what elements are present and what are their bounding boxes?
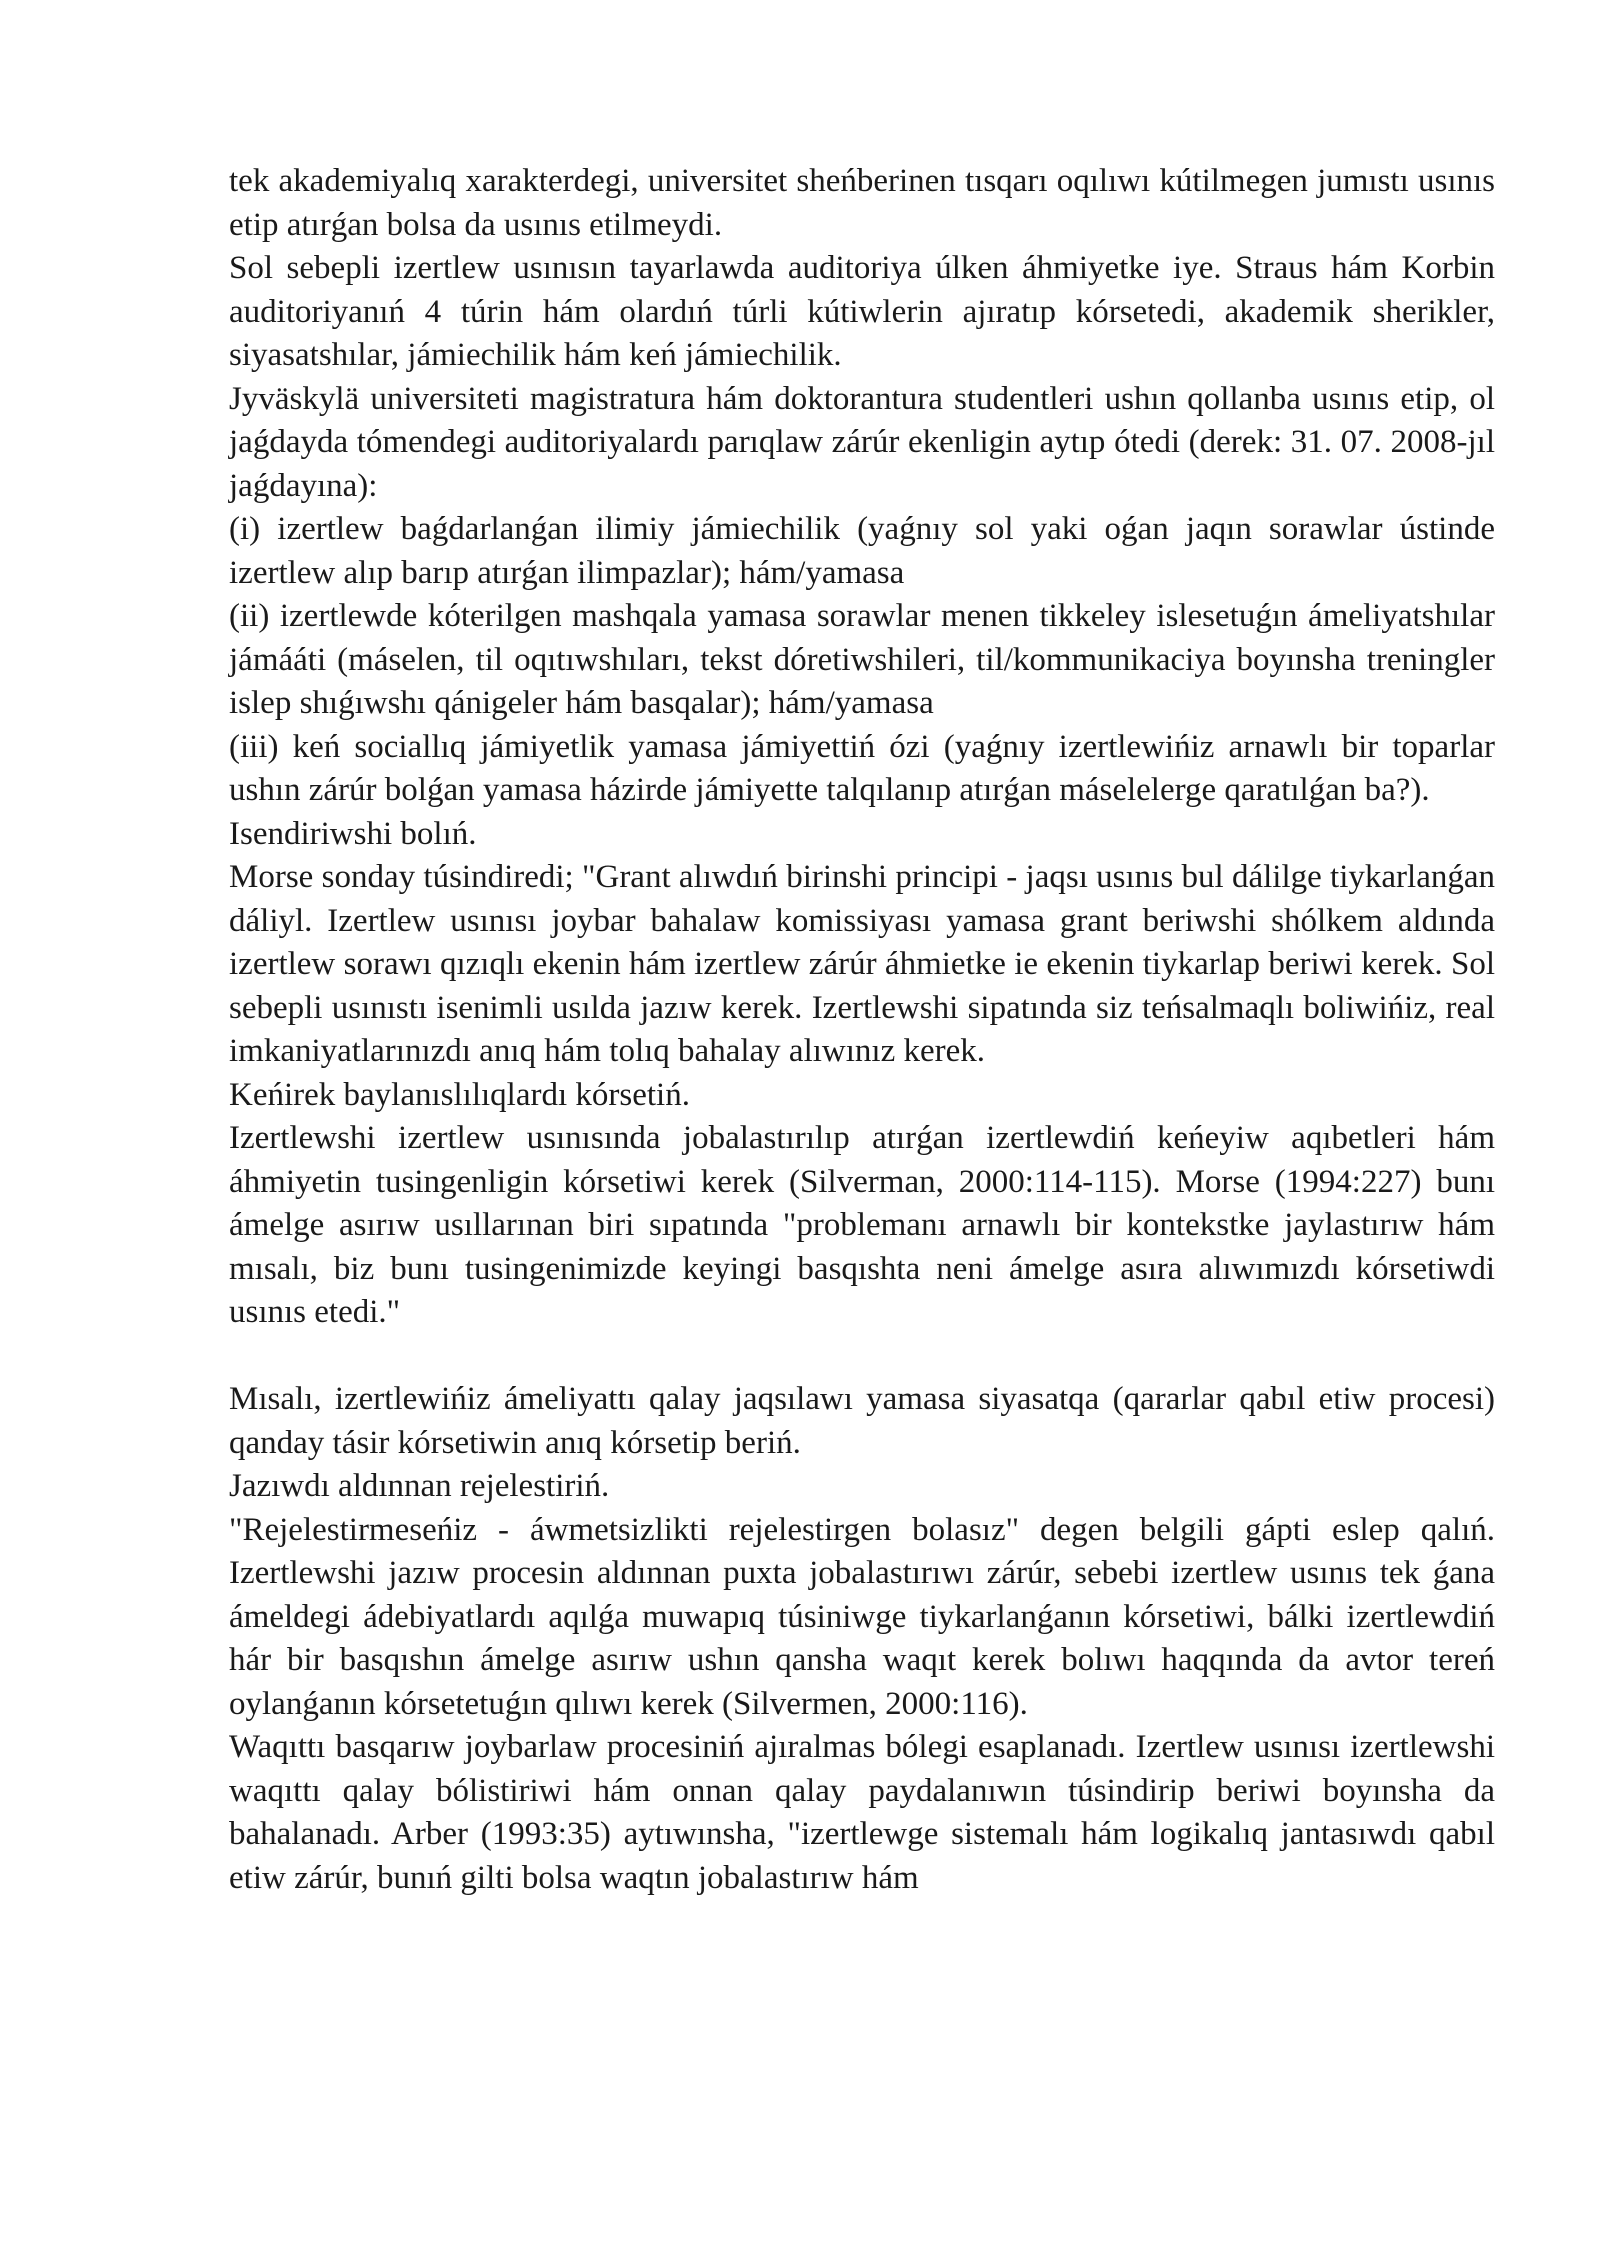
- paragraph: Waqıttı basqarıw joybarlaw procesiniń ajıralmas bólegi esaplanadı. Izertlew usınısı izertlewshi waqıttı qalay bólistiriwi hám onnan qalay paydalanıwın túsindirip beriwi boyınsha da bahalanadı. Arber (1993:35) aytıwınsha, "izertlewge sistemalı hám logikalıq jantasıwdı qabıl etiw zárúr, bunıń gilti bolsa waqtın jobalastırıw hám: [229, 1729, 1495, 1896]
- list-item-i: (i) izertlew baǵdarlanǵan ilimiy jámiechilik (yaǵnıy sol yaki oǵan jaqın sorawlar ústinde izertlew alıp barıp atırǵan ilimpazlar); hám/yamasa: [229, 511, 1495, 591]
- paragraph: Morse sonday túsindiredi; "Grant alıwdıń birinshi principi - jaqsı usınıs bul dálilge tiykarlanǵan dáliyl. Izertlew usınısı joybar bahalaw komissiyası yamasa grant beriwshi shólkem aldında izertlew sorawı qızıqlı ekenin hám izertlew zárúr áhmietke ie ekenin tiykarlap beriwi kerek. Sol sebepli usınıstı isenimli usılda jazıw kerek. Izertlewshi sipatında siz teńsalmaqlı boliwińiz, real imkaniyatlarınızdı anıq hám tolıq bahalay alıwınız kerek.: [229, 859, 1495, 1069]
- list-item-ii: (ii) izertlewde kóterilgen mashqala yamasa sorawlar menen tikkeley islesetuǵın ámeliyatshılar jámááti (máselen, til oqıtıwshıları, tekst dóretiwshileri, til/kommunikaciya boyınsha treningler islep shıǵıwshı qánigeler hám basqalar); hám/yamasa: [229, 598, 1495, 721]
- section-heading: Keńirek baylanıslılıqlardı kórsetiń.: [229, 1076, 690, 1113]
- section-heading: Jazıwdı aldınnan rejelestiriń.: [229, 1468, 610, 1504]
- paragraph: tek akademiyalıq xarakterdegi, universitet sheńberinen tısqarı oqılıwı kútilmegen jumıstı usınıs etip atırǵan bolsa da usınıs etilmeydi.: [229, 163, 1495, 243]
- list-item-iii: (iii) keń sociallıq jámiyetlik yamasa jámiyettiń ózi (yaǵnıy izertlewińiz arnawlı bir toparlar ushın zárúr bolǵan yamasa házirde jámiyette talqılanıp atırǵan máselelerge qaratılǵan ba?).: [229, 728, 1495, 808]
- section-heading: Isendiriwshi bolıń.: [229, 815, 477, 852]
- blank-line: [229, 1335, 1495, 1379]
- paragraph: Izertlewshi izertlew usınısında jobalastırılıp atırǵan izertlewdiń keńeyiw aqıbetleri hám áhmiyetin tusingenligin kórsetiwi kerek (Silverman, 2000:114-115). Morse (1994:227) bunı ámelge asırıw usıllarınan biri sıpatında "problemanı arnawlı bir kontekstke jaylastırıw hám mısalı, biz bunı tusingenimizde keyingi basqıshta neni ámelge asıra alıwımızdı kórsetiwdi usınıs etedi.": [229, 1120, 1495, 1330]
- document-page: [229, 160, 1495, 1900]
- paragraph: Sol sebepli izertlew usınısın tayarlawda auditoriya úlken áhmiyetke iye. Straus hám Korbin auditoriyanıń 4 túrin hám olardıń túrli kútiwlerin ajıratıp kórsetedi, akademik sherikler, siyasatshılar, jámiechilik hám keń jámiechilik.: [229, 250, 1495, 373]
- paragraph: Mısalı, izertlewińiz ámeliyattı qalay jaqsılawı yamasa siyasatqa (qararlar qabıl etiw procesi) qanday tásir kórsetiwin anıq kórsetip beriń.: [229, 1381, 1495, 1461]
- paragraph: Jyväskylä universiteti magistratura hám doktorantura studentleri ushın qollanba usınıs etip, ol jaǵdayda tómendegi auditoriyalardı parıqlaw zárúr ekenligin aytıp ótedi (derek: 31. 07. 2008-jıl jaǵdayına):: [229, 380, 1495, 504]
- paragraph: "Rejelestirmeseńiz - áwmetsizlikti rejelestirgen bolasız" degen belgili gápti eslep qalıń. Izertlewshi jazıw procesin aldınnan puxta jobalastırıwı zárúr, sebebi izertlew usınıs tek ǵana ámeldegi ádebiyatlardı aqılǵa muwapıq túsiniwge tiykarlanǵanın kórsetiwi, bálki izertlewdiń hár bir basqıshın ámelge asırıw ushın qansha waqıt kerek bolıwı haqqında da avtor tereń oylanǵanın kórsetetuǵın qılıwı kerek (Silvermen, 2000:116).: [229, 1511, 1495, 1722]
